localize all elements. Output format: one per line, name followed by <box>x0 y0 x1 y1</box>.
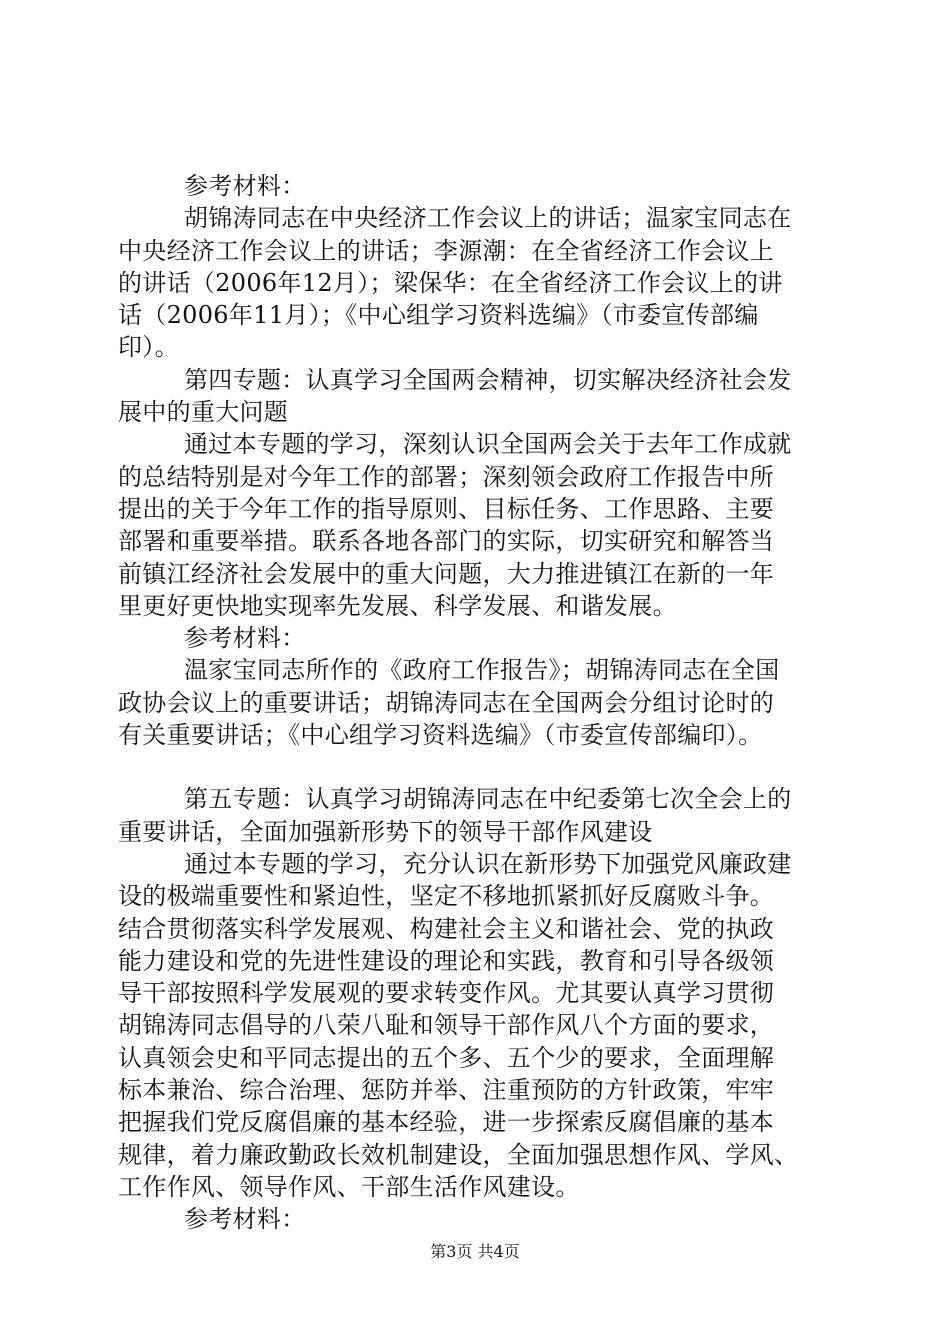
text-line: 政协会议上的重要讲话；胡锦涛同志在全国两会分组讨论时的 <box>118 688 775 717</box>
text-line: 结合贯彻落实科学发展观、构建社会主义和谐社会、党的执政 <box>118 914 775 943</box>
text-line: 中央经济工作会议上的讲话；李源潮：在全省经济工作会议上 <box>118 236 775 265</box>
text-line: 标本兼治、综合治理、惩防并举、注重预防的方针政策，牢牢 <box>118 1076 775 1105</box>
text-line: 规律，着力廉政勤政长效机制建设，全面加强思想作风、学风、 <box>118 1140 799 1169</box>
text-line: 工作作风、领导作风、干部生活作风建设。 <box>118 1172 580 1201</box>
text-line: 把握我们党反腐倡廉的基本经验，进一步探索反腐倡廉的基本 <box>118 1108 775 1137</box>
text-line: 温家宝同志所作的《政府工作报告》；胡锦涛同志在全国 <box>184 656 780 685</box>
text-line: 里更好更快地实现率先发展、科学发展、和谐发展。 <box>118 591 677 620</box>
text-line: 通过本专题的学习，深刻认识全国两会关于去年工作成就 <box>184 430 792 459</box>
text-line: 的讲话（2006年12月）；梁保华：在全省经济工作会议上的讲 <box>118 268 783 297</box>
paragraph-heading-reference: 参考材料： <box>184 172 306 200</box>
document-body <box>118 170 833 1236</box>
text-line: 胡锦涛同志倡导的八荣八耻和领导干部作风八个方面的要求， <box>118 1011 775 1040</box>
page-footer <box>0 1241 950 1263</box>
text-line: 提出的关于今年工作的指导原则、目标任务、工作思路、主要 <box>118 494 775 523</box>
page-number: 第3页 共4页 <box>430 1242 520 1261</box>
section-heading-topic-4-cont: 展中的重大问题 <box>118 398 289 427</box>
text-line: 导干部按照科学发展观的要求转变作风。尤其要认真学习贯彻 <box>118 979 775 1008</box>
paragraph-heading-reference: 参考材料： <box>184 624 306 653</box>
text-line: 通过本专题的学习，充分认识在新形势下加强党风廉政建 <box>184 849 792 878</box>
text-line: 胡锦涛同志在中央经济工作会议上的讲话；温家宝同志在 <box>184 204 792 233</box>
section-heading-topic-5: 第五专题：认真学习胡锦涛同志在中纪委第七次全会上的 <box>184 785 792 814</box>
text-line: 认真领会史和平同志提出的五个多、五个少的要求，全面理解 <box>118 1043 775 1072</box>
section-heading-topic-5-cont: 重要讲话，全面加强新形势下的领导干部作风建设 <box>118 817 653 846</box>
text-line: 印）。 <box>118 333 179 362</box>
text-line: 话（2006年11月）；《中心组学习资料选编》（市委宣传部编 <box>118 301 759 330</box>
text-line: 前镇江经济社会发展中的重大问题，大力推进镇江在新的一年 <box>118 559 775 588</box>
text-line: 有关重要讲话；《中心组学习资料选编》（市委宣传部编印）。 <box>118 721 763 750</box>
section-heading-topic-4: 第四专题：认真学习全国两会精神，切实解决经济社会发 <box>184 365 792 394</box>
paragraph-heading-reference: 参考材料： <box>184 1205 306 1234</box>
blank-line <box>118 751 833 783</box>
text-line: 的总结特别是对今年工作的部署；深刻领会政府工作报告中所 <box>118 462 775 491</box>
text-line: 能力建设和党的先进性建设的理论和实践，教育和引导各级领 <box>118 946 775 975</box>
text-line: 部署和重要举措。联系各地各部门的实际，切实研究和解答当 <box>118 527 775 556</box>
text-line: 设的极端重要性和紧迫性，坚定不移地抓紧抓好反腐败斗争。 <box>118 882 775 911</box>
